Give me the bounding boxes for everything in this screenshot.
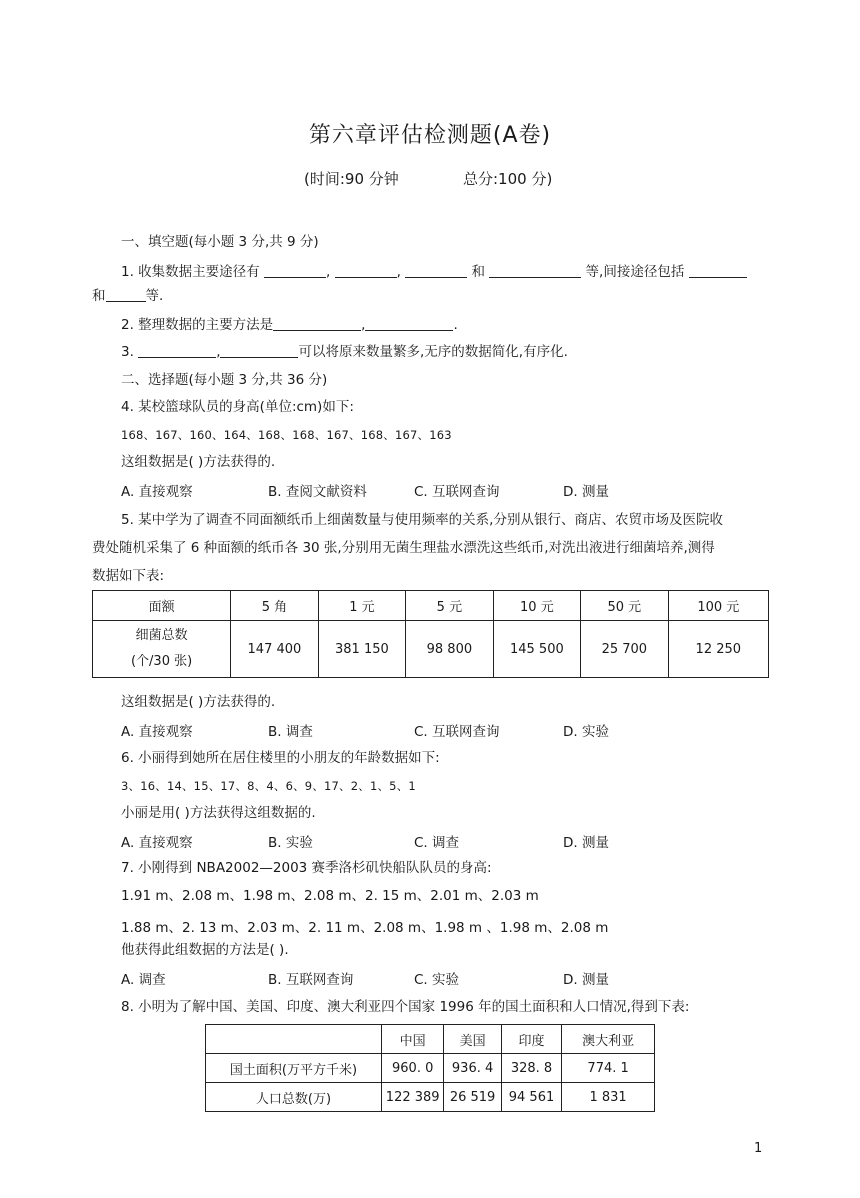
q2-blank-2[interactable] [365,316,453,331]
q3-blank-1[interactable] [138,343,216,358]
section-fill-in-heading: 一、填空题(每小题 3 分,共 9 分) [121,234,319,250]
question-6-stem: 6. 小丽得到她所在居住楼里的小朋友的年龄数据如下: [121,750,440,766]
table-cell: 381 150 [318,621,405,678]
table-cell: 960. 0 [382,1054,444,1083]
q1-blank-2[interactable] [335,263,397,278]
question-7-data-1: 1.91 m、2.08 m、1.98 m、2.08 m、2. 15 m、2.01 m、2.03 m [121,888,539,904]
q5-option-d[interactable]: D. 实验 [563,724,609,740]
question-5-line-1: 5. 某中学为了调查不同面额纸币上细菌数量与使用频率的关系,分别从银行、商店、农贸市场及医院收 [121,512,723,528]
question-3 [121,342,568,362]
country-comparison-table [205,1024,655,1112]
q5-option-b[interactable]: B. 调查 [268,724,313,740]
question-8-stem: 8. 小明为了解中国、美国、印度、澳大利亚四个国家 1996 年的国土面积和人口情况,得到下表: [121,999,690,1015]
q3-text-b: , [216,344,221,360]
question-7-stem: 7. 小刚得到 NBA2002—2003 赛季洛杉矶快船队队员的身高: [121,860,492,876]
q1-blank-4[interactable] [489,263,581,278]
q7-option-b[interactable]: B. 互联网查询 [268,972,354,988]
q1-blank-5[interactable] [689,263,747,278]
table-header-cell: 澳大利亚 [562,1025,655,1054]
question-4-ask: 这组数据是( )方法获得的. [121,454,276,470]
table-header-cell: 印度 [501,1025,561,1054]
table-row [206,1054,655,1083]
table-cell: 94 561 [501,1083,561,1112]
table-row [206,1083,655,1112]
q3-blank-2[interactable] [220,343,298,358]
q2-blank-1[interactable] [273,316,361,331]
question-5-line-2: 费处随机采集了 6 种面额的纸币各 30 张,分别用无菌生理盐水漂洗这些纸币,对洗出液进行细菌培养,测得 [92,540,715,556]
question-7-data-2: 1.88 m、2. 13 m、2.03 m、2. 11 m、2.08 m、1.98 m 、1.98 m、2.08 m [121,920,609,936]
table-header-cell: 5 角 [231,591,318,621]
table-header-cell [206,1025,382,1054]
q6-option-d[interactable]: D. 测量 [563,835,609,851]
q5-option-a[interactable]: A. 直接观察 [121,724,193,740]
page-title: 第六章评估检测题(A卷) [308,123,552,148]
table-cell: 936. 4 [444,1054,501,1083]
q4-option-b[interactable]: B. 查阅文献资料 [268,484,367,500]
q1-text-d: 和 [471,264,485,280]
q6-option-b[interactable]: B. 实验 [268,835,313,851]
question-1-line-1 [121,262,747,282]
table-header-cell: 5 元 [406,591,493,621]
q4-option-a[interactable]: A. 直接观察 [121,484,193,500]
question-5-ask: 这组数据是( )方法获得的. [121,694,276,710]
question-4-data: 168、167、160、164、168、168、167、168、167、163 [121,428,452,442]
q1-text-a: 1. 收集数据主要途径有 [121,264,260,280]
question-4-stem: 4. 某校篮球队员的身高(单位:cm)如下: [121,399,354,415]
q1-text-b: , [325,264,331,280]
table-cell: 145 500 [493,621,580,678]
q7-option-d[interactable]: D. 测量 [563,972,609,988]
table-header-cell: 10 元 [493,591,580,621]
table-cell: 25 700 [581,621,668,678]
table-header-cell: 面额 [93,591,231,621]
question-2 [121,315,458,335]
question-7-ask: 他获得此组数据的方法是( ). [121,942,289,958]
table-header-cell: 1 元 [318,591,405,621]
table-row-label: 人口总数(万) [206,1083,382,1112]
question-6-data: 3、16、14、15、17、8、4、6、9、17、2、1、5、1 [121,779,416,793]
table-header-cell: 中国 [382,1025,444,1054]
table-header-cell: 50 元 [581,591,668,621]
q1-blank-3[interactable] [405,263,467,278]
page-number: 1 [754,1141,763,1156]
table-cell: 774. 1 [562,1054,655,1083]
q6-option-a[interactable]: A. 直接观察 [121,835,193,851]
q7-option-a[interactable]: A. 调查 [121,972,166,988]
question-1-line-2 [92,286,163,306]
q2-text-a: 2. 整理数据的主要方法是 [121,317,274,333]
table-cell: 147 400 [231,621,318,678]
q4-option-d[interactable]: D. 测量 [563,484,609,500]
q6-option-c[interactable]: C. 调查 [414,835,460,851]
section-choice-heading: 二、选择题(每小题 3 分,共 36 分) [121,372,328,388]
q1-text-f: 和 [92,288,106,304]
table-header-cell: 100 元 [668,591,768,621]
table-row-label [93,621,231,678]
q1-blank-1[interactable] [264,263,326,278]
q5-option-c[interactable]: C. 互联网查询 [414,724,500,740]
q3-text-c: 可以将原来数量繁多,无序的数据简化,有序化. [298,344,568,360]
q2-text-c: . [453,317,458,333]
table-cell: 122 389 [382,1083,444,1112]
q1-blank-6[interactable] [106,287,146,302]
q1-text-e: 等,间接途径包括 [585,264,685,280]
table-row-label: 国土面积(万平方千米) [206,1054,382,1083]
q1-text-g: 等. [145,288,164,304]
question-6-ask: 小丽是用( )方法获得这组数据的. [121,805,316,821]
q7-option-c[interactable]: C. 实验 [414,972,460,988]
q2-text-b: , [361,317,366,333]
q4-option-c[interactable]: C. 互联网查询 [414,484,500,500]
q3-text-a: 3. [121,344,134,360]
table-cell: 1 831 [562,1083,655,1112]
score-info: 总分:100 分) [463,170,553,188]
table-cell: 12 250 [668,621,768,678]
time-info: (时间:90 分钟 [304,170,399,188]
table-cell: 26 519 [444,1083,501,1112]
table-cell: 98 800 [406,621,493,678]
banknote-bacteria-table [92,590,769,678]
row-label-line-2: (个/30 张) [130,654,193,669]
row-label-line-1: 细菌总数 [135,628,188,643]
table-header-cell: 美国 [444,1025,501,1054]
q1-text-c: , [396,264,401,280]
table-cell: 328. 8 [501,1054,561,1083]
question-5-line-3: 数据如下表: [92,568,165,584]
